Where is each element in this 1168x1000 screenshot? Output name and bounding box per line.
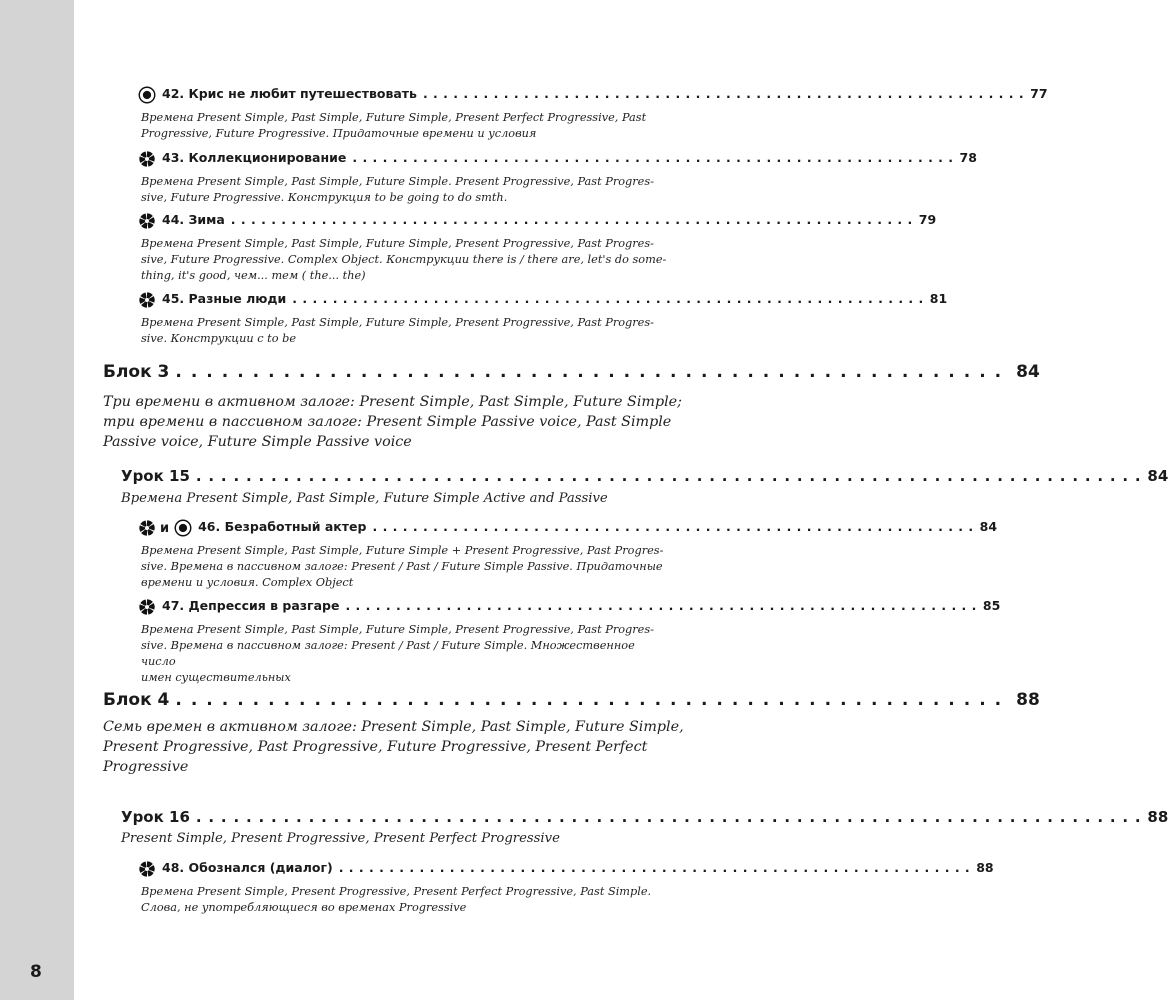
entry-page-number: 88 — [1016, 690, 1040, 710]
toc-entry-lesson-44[interactable] — [138, 212, 937, 230]
entry-page-number: 84 — [979, 519, 998, 534]
unit-title: Урок 15 — [121, 467, 190, 485]
toc-entry-block-3[interactable] — [103, 362, 1040, 382]
page-number: 8 — [30, 962, 42, 982]
entry-description: Времена Present Simple, Past Simple, Future Simple + Present Progressive, Past Progres- sive. Времена в пассивном залоге: Present / Past / Future Simple Passive. Придаточные времени и условия. Complex Object — [141, 544, 664, 589]
entry-description: Времена Present Simple, Past Simple, Future Simple, Present Progressive, Past Progres- sive, Future Progressive. Complex Object. Конструкции there is / there are, let's do some- thing, it's good, чем... тем ( the... the) — [141, 237, 667, 282]
toc-entry-lesson-46[interactable] — [138, 519, 998, 537]
toc-entry-lesson-45[interactable] — [138, 291, 948, 309]
dot-leader: ...................................................... — [175, 362, 1011, 382]
page-margin-strip — [0, 0, 74, 1000]
spiral-icon — [138, 519, 156, 537]
dot-leader: . . . . . . . . . . . . . . . . . . . . . . . . . . . . . . . . . . . . . . . . . . . . . . . . . . . . . . . . . . . . . . . . . . . . . . . . . . . . — [195, 467, 1142, 485]
dot-leader: . . . . . . . . . . . . . . . . . . . . . . . . . . . . . . . . . . . . . . . . . . . . . . . . . . . . . . . . . . . . . . . . . . . . . . . . . . . . — [195, 808, 1142, 826]
block-title: Блок 3 — [103, 362, 170, 382]
toc-entry-unit-16[interactable] — [121, 808, 1168, 826]
block-description: Семь времен в активном залоге: Present Simple, Past Simple, Future Simple, Present Progressive, Past Progressive, Future Progressive, Present Perfect Progressive — [103, 719, 684, 775]
entry-page-number: 84 — [1016, 362, 1040, 382]
spiral-icon — [138, 598, 156, 616]
dot-leader: . . . . . . . . . . . . . . . . . . . . . . . . . . . . . . . . . . . . . . . . . . . . . . . . . . . . . . . . . . . . . . . — [292, 291, 924, 306]
block-title: Блок 4 — [103, 690, 170, 710]
audio-icon — [174, 519, 192, 537]
audio-icon — [138, 86, 156, 104]
and-conjunction: и — [160, 520, 170, 536]
toc-entry-lesson-48[interactable] — [138, 860, 994, 878]
dot-leader: . . . . . . . . . . . . . . . . . . . . . . . . . . . . . . . . . . . . . . . . . . . . . . . . . . . . . . . . . . . . . . . — [345, 598, 977, 613]
unit-description: Present Simple, Present Progressive, Present Perfect Progressive — [121, 831, 560, 846]
dot-leader: ...................................................... — [175, 690, 1011, 710]
dot-leader: . . . . . . . . . . . . . . . . . . . . . . . . . . . . . . . . . . . . . . . . . . . . . . . . . . . . . . . . . . . . — [422, 86, 1025, 101]
entry-title: 44. Зима — [162, 212, 225, 227]
toc-entry-lesson-47[interactable] — [138, 598, 1001, 616]
entry-title: 42. Крис не любит путешествовать — [162, 86, 417, 101]
unit-description: Времена Present Simple, Past Simple, Future Simple Active and Passive — [121, 491, 608, 506]
toc-entry-lesson-42[interactable] — [138, 86, 1048, 104]
entry-page-number: 81 — [929, 291, 948, 306]
entry-description: Времена Present Simple, Past Simple, Future Simple. Present Progressive, Past Progres- sive, Future Progressive. Конструкция to be going to do smth. — [141, 175, 654, 204]
dot-leader: . . . . . . . . . . . . . . . . . . . . . . . . . . . . . . . . . . . . . . . . . . . . . . . . . . . . . . . . . . . . — [352, 150, 954, 165]
entry-page-number: 79 — [918, 212, 937, 227]
spiral-icon — [138, 150, 156, 168]
entry-page-number: 85 — [982, 598, 1001, 613]
entry-page-number: 77 — [1030, 86, 1048, 101]
entry-page-number: 88 — [1147, 808, 1168, 826]
dot-leader: . . . . . . . . . . . . . . . . . . . . . . . . . . . . . . . . . . . . . . . . . . . . . . . . . . . . . . . . . . . . — [372, 519, 974, 534]
dot-leader: . . . . . . . . . . . . . . . . . . . . . . . . . . . . . . . . . . . . . . . . . . . . . . . . . . . . . . . . . . . . . . . — [338, 860, 971, 875]
unit-title: Урок 16 — [121, 808, 190, 826]
entry-description: Времена Present Simple, Past Simple, Future Simple, Present Progressive, Past Progres- sive. Времена в пассивном залоге: Present / Past / Future Simple. Множественное число имен существительных — [141, 623, 654, 684]
entry-title: 45. Разные люди — [162, 291, 287, 306]
spiral-icon — [138, 291, 156, 309]
entry-title: 48. Обознался (диалог) — [162, 860, 333, 875]
spiral-icon — [138, 212, 156, 230]
entry-page-number: 84 — [1147, 467, 1168, 485]
entry-page-number: 78 — [959, 150, 977, 165]
entry-page-number: 88 — [976, 860, 994, 875]
entry-description: Времена Present Simple, Past Simple, Future Simple, Present Perfect Progressive, Past Progressive, Future Progressive. Придаточные времени и условия — [141, 111, 647, 140]
entry-description: Времена Present Simple, Past Simple, Future Simple, Present Progressive, Past Progres- sive. Конструкции с to be — [141, 316, 654, 345]
toc-entry-unit-15[interactable] — [121, 467, 1168, 485]
spiral-icon — [138, 860, 156, 878]
entry-title: 43. Коллекционирование — [162, 150, 347, 165]
block-description: Три времени в активном залоге: Present Simple, Past Simple, Future Simple; три времени в пассивном залоге: Present Simple Passive voice, Past Simple Passive voice, Future Simple Passive voice — [103, 394, 682, 450]
entry-description: Времена Present Simple, Present Progressive, Present Perfect Progressive, Past Simple. Слова, не употребляющиеся во временах Progressive — [141, 885, 652, 914]
dot-leader: . . . . . . . . . . . . . . . . . . . . . . . . . . . . . . . . . . . . . . . . . . . . . . . . . . . . . . . . . . . . . . . . . . . . — [230, 212, 913, 227]
toc-entry-block-4[interactable] — [103, 690, 1040, 710]
entry-title: 46. Безработный актер — [198, 519, 367, 534]
entry-title: 47. Депрессия в разгаре — [162, 598, 340, 613]
toc-entry-lesson-43[interactable] — [138, 150, 977, 168]
